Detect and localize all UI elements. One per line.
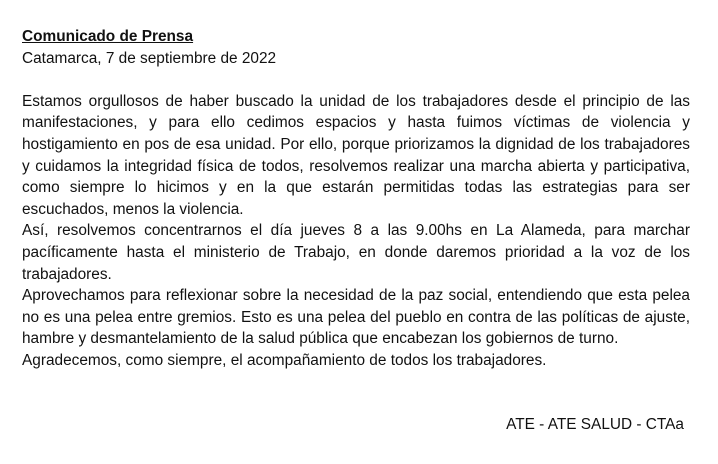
document-title: Comunicado de Prensa (22, 28, 194, 45)
press-release (22, 26, 690, 372)
paragraph-3: Aprovechamos para reflexionar sobre la necesidad de la paz social, entendiendo que esta pelea no es una pelea entre gremios. Esto es una pelea del pueblo en contra de las políticas de ajuste, hambre y desmantelamiento de la salud pública que encabezan los gobiernos de turno. (22, 287, 690, 348)
paragraph-1: Estamos orgullosos de haber buscado la unidad de los trabajadores desde el principio de las manifestaciones, y para ello cedimos espacios y hasta fuimos víctimas de violencia y hostigamiento en pos de esa unidad. Por ello, porque priorizamos la dignidad de los trabajadores y cuidamos la integridad física de todos, resolvemos realizar una marcha abierta y participativa, como siempre lo hicimos y en la que estarán permitidas todas las estrategias para ser escuchados, menos la violencia. (22, 92, 690, 218)
paragraph-2: Así, resolvemos concentrarnos el día jueves 8 a las 9.00hs en La Alameda, para marchar pacíficamente hasta el ministerio de Trabajo, en donde daremos prioridad a la voz de los trabajadores. (22, 222, 690, 283)
paragraph-4: Agradecemos, como siempre, el acompañamiento de todos los trabajadores. (22, 351, 547, 369)
dateline: Catamarca, 7 de septiembre de 2022 (22, 49, 277, 67)
signature: ATE - ATE SALUD - CTAa (506, 416, 684, 433)
